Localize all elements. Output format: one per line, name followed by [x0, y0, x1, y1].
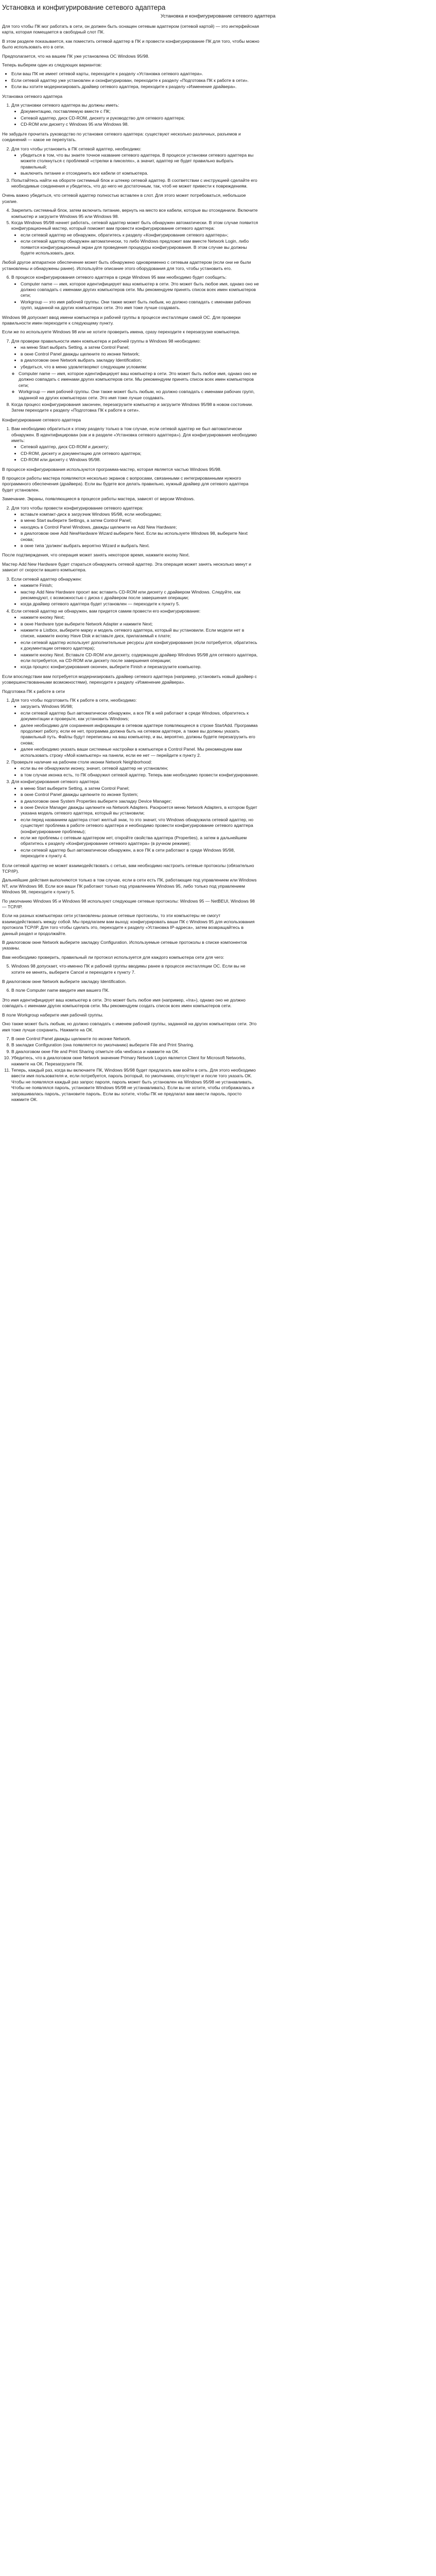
sub-list-item: • в окне типа 'должен' выбрать вероятно Wizard и выбрать Next.	[21, 543, 259, 549]
sub-list-item: • когда драйвер сетевого адаптера будет установлен — переходите к пункту 5.	[21, 601, 259, 607]
list-item: • Если сетевой адаптер уже установлен и сконфигурирован, переходите к разделу «Подготовка ПК к работе в сети».	[11, 78, 259, 83]
list-item-text: Windows 98 допускает, что-именно ПК и рабочей группы вводимы ранее в процессе инсталляции ОС. Если вы не хотите ее менять, выберите Cancel и переходите к пункту 7.	[11, 963, 246, 975]
sub-list-item: • нажмите кнопку Next. Вставьте CD-ROM или дискету, содержащую драйвер Windows 95/98 для сетевого адаптера, если потребуется, на CD-ROM или дискету после завершения операции;	[21, 652, 259, 664]
sub-list-item: • если сетевой адаптер использует дополнительные ресурсы для конфигурирования (если потребуется, обратитесь к документации сетевого адаптера);	[21, 640, 259, 652]
sub-list-item: • в окне Device Manager дважды щелкните на Network Adapters. Раскроется меню Network Adapters, в котором будет указана модель сетевого адаптера, который вы установили;	[21, 805, 259, 817]
bullet-list	[2, 71, 259, 90]
list-item-text: В диалоговом окне File and Print Sharing отметьте оба чекбокса и нажмите на ОК.	[11, 1048, 180, 1054]
sub-list-item: • если же проблемы с сетевым адаптером нет, откройте свойства адаптера (Properties), а затем в дальнейшем обратитесь к разделу «Конфигурирование сетевого адаптера» (в ручном режиме);	[21, 835, 259, 847]
paragraph: Мастер Add New Hardware будет стараться обнаружить сетевой адаптер. Эта операция может занять несколько минут и зависит от скорости вашего компьютера.	[2, 561, 251, 573]
numbered-list-item	[11, 608, 259, 670]
sub-list-item: • загрузить Windows 95/98;	[21, 704, 259, 709]
numbered-list-item	[11, 402, 259, 414]
paragraph: Дальнейшие действия выполняются только в том случае, если в сети есть ПК, работающие под управлением или Windows NT, или Windows 98. Если все ваши ПК работают только под управлением Windows 95, либо только под управлением Windows 98, переходите к пункту 5.	[2, 877, 257, 895]
list-item-text: Для того чтобы установить в ПК сетевой адаптер, необходимо:	[11, 146, 142, 151]
list-item-text: Попытайтесь найти на обороте системный блок и штекер сетевой адаптер. В соответствии с инструкцией сделайте его необходимые соединения и убедитесь, что до него не достаточным, так, чтоб не может привести к повреждениям.	[11, 177, 257, 189]
numbered-list	[2, 963, 259, 975]
sub-list-item: • CD-ROM или дискету с Windows 95/98.	[21, 457, 259, 463]
paragraph: Для того чтобы ПК мог работать в сети, он должен быть оснащен сетевым адаптером (сетевой картой) — это интерфейсная карта, которая помещается в свободный слот ПК.	[2, 24, 259, 35]
sub-list-item: • Сетевой адаптер, диск CD-ROM, дискету и руководство для сетевого адаптера;	[21, 115, 259, 121]
list-item-text: В закладке Configuration (она появляется по умолчанию) выберите File and Print Sharing.	[11, 1042, 195, 1048]
sub-list-item: • Сетевой адаптер, диск CD-ROM и дискету;	[21, 444, 259, 450]
numbered-list-item	[11, 698, 259, 758]
paragraph: По умолчанию Windows 95 и Windows 98 используют следующие сетевые протоколы: Windows 95 — NetBEUI, Windows 98 — TCP/IP.	[2, 898, 255, 909]
sub-list-item: • если сетевой адаптер не обнаружен, обратитесь к разделу «Конфигурирование сетевого адаптера»;	[21, 232, 259, 238]
list-item: • Если вы хотите модернизировать драйвер сетевого адаптера, переходите к разделу «Изменение драйвера».	[11, 84, 259, 90]
sub-list	[11, 583, 259, 607]
sub-list-item: • если сетевой адаптер обнаружен автоматически, то либо Windows предложит вам вместе Network Login, либо появится конфигурационный экран для проведения процедуры конфигурирования. В этом случае вы должны будете использовать диск.	[21, 239, 259, 256]
list-item-text: Убедитесь, что в диалоговом окне Network значение Primary Network Logon является Client for Microsoft Networks, нажмите на ОК. Перезагрузите ПК.	[11, 1055, 246, 1066]
sub-list-item: • выключить питание и отсоединить все кабели от компьютера.	[21, 171, 259, 176]
sub-list	[11, 281, 259, 311]
list-item-text: Для конфигурирования сетевого адаптера:	[11, 779, 100, 785]
list-item-text: Для установки сетевого адаптера вы должны иметь:	[11, 103, 119, 108]
numbered-list	[2, 426, 259, 463]
sub-list-item: • убедиться в том, что вы знаете точное название сетевого адаптера. В процессе установки сетевого адаптера вы можете столкнуться с проблемой «стрелки в пикселях», а значит, адаптер не будет правильно выбрать правильный;	[21, 152, 259, 170]
sub-list-item: • если сетевой адаптер был автоматически обнаружен, а все ПК в сети работают в среде Windows 95/98, переходите к пункту 4.	[21, 848, 259, 859]
paragraph: Замечание. Экраны, появляющиеся в процессе работы мастера, зависят от версии Windows.	[2, 496, 195, 502]
sub-list-item: • нажмите кнопку Next;	[21, 615, 259, 620]
sub-list	[11, 786, 259, 859]
numbered-list-item	[11, 988, 259, 993]
numbered-list-item	[11, 220, 259, 256]
paragraph: После подтверждения, что операция может занять некоторое время, нажмите кнопку Next.	[2, 552, 190, 558]
sub-list-item: • в окне Control Panel дважды щелкните по иконке Network;	[21, 351, 259, 357]
sub-list-item: • в окне Control Panel дважды щелкните по иконке System;	[21, 792, 259, 798]
numbered-list	[2, 577, 259, 670]
sub-list-item: • Workgroup — это имя рабочей группы. Они также может быть любым, но должно совпадать с именами рабочих групп, заданной на других компьютерах сети. Это имя тоже лучше создавать.	[21, 299, 259, 311]
nested-sub-list-item: ◦ Workgroup — имя рабочей группы. Они также может быть любым, но должно совпадать с именами рабочих групп, заданной на других компьютерах сети. Это имя тоже лучше создавать.	[19, 389, 259, 401]
paragraph: Любой другое аппаратное обеспечение может быть обнаружено одновременно с сетевым адаптером (если они не были установлены и обнаружены ранее). Используйте описание этого оборудования для того, чтобы установить его.	[2, 260, 251, 271]
sub-list	[11, 232, 259, 257]
sub-list-item: • CD-ROM или дискету с Windows 95 или Windows 98.	[21, 122, 259, 127]
sub-list-item: • если перед названием адаптера стоит желтый знак, то это значит, что Windows обнаружила сетевой адаптер, но существует проблема в работе сетевого адаптера и необходимо провести конфигурирование сетевого адаптера (конфигурирование проблемы);	[21, 817, 259, 835]
sub-list-item: • когда процесс конфигурирования окончен, выберите Finish и перезагрузите компьютер.	[21, 664, 259, 670]
document-title: Установка и конфигурирование сетевого адаптера	[2, 4, 166, 11]
numbered-list	[2, 338, 259, 414]
numbered-list	[2, 505, 259, 549]
numbered-list-item	[11, 275, 259, 311]
paragraph: В диалоговом окне Network выберите закладку Identification.	[2, 979, 127, 985]
numbered-list-item	[11, 1042, 259, 1048]
paragraph: Если на разных компьютерах сети установлены разные сетевые протоколы, то эти компьютеры не смогут взаимодействовать между собой. Мы предлагаем вам выход: конфигурировать ваши ПК с Windows 95 для использования протокола TCP/IP. Для того чтобы сделать это, переходите к разделу «Установка IP-адреса», затем возвращайтесь в данный раздел и продолжайте.	[2, 913, 255, 936]
paragraph: Не забудьте прочитать руководство по установке сетевого адаптера: существуют несколько различных, разъемов и соединений — какое не перепутать.	[2, 131, 241, 143]
sub-list-item: • убедиться, что в меню удовлетворяют следующим условиям:	[21, 364, 259, 370]
paragraph: Оно также может быть любым, но должно совпадать с именем рабочей группы, заданной на других компьютерах сети. Это имя тоже лучше сохранить. Нажмите на ОК.	[2, 1021, 257, 1032]
list-item-text: Когда Windows 95/98 начнет работать, сетевой адаптер может быть обнаружен автоматически. В этом случае появится конфигурационный мастер, который поможет вам провести конфигурирование сетевого адаптера:	[11, 219, 258, 231]
list-item-text: В окне Control Panel дважды щелкните по иконке Network.	[11, 1036, 131, 1041]
sub-list-item: • в меню Start выберите Settings, а затем Control Panel;	[21, 518, 259, 523]
sub-list	[11, 152, 259, 177]
document-body	[2, 24, 434, 1103]
sub-list	[11, 109, 259, 127]
numbered-list-item	[11, 1067, 259, 1103]
numbered-list-item	[11, 779, 259, 859]
paragraph: Конфигурирование сетевого адаптера	[2, 417, 81, 422]
list-item-text: В процессе конфигурирования сетевого адаптера в среде Windows 95 вам необходимо будет сообщить:	[11, 275, 227, 280]
paragraph: Если впоследствии вам потребуется модернизировать драйвер сетевого адаптера (например, установить новый драйвер с усовершенствованными возможностями), переходите к разделу «Изменение драйвера».	[2, 673, 257, 685]
list-item-text: Для проверки правильности имен компьютера и рабочей группы в Windows 98 необходимо:	[11, 338, 201, 344]
sub-list-item: • Computer name — имя, которое идентифицирует ваш компьютер в сети. Это может быть любое имя, однако оно не должно совпадать с именами других компьютеров сети. Мы рекомендуем принять список всех имен компьютеров сети;	[21, 281, 259, 299]
paragraph: Если сетевой адаптер не может взаимодействовать с сетью, вам необходимо настроить сетевые протоколы (обязательно TCP/IP).	[2, 862, 254, 874]
list-item-text: В поле Computer name введите имя вашего ПК.	[11, 988, 110, 993]
numbered-list-item	[11, 759, 259, 778]
sub-list	[11, 766, 259, 778]
paragraph: Windows 98 допускает ввод имени компьютера и рабочей группы в процессе инсталляции самой ОС. Для проверки правильности имен переходите к следующему пункту.	[2, 314, 241, 326]
numbered-list-item	[11, 505, 259, 549]
sub-list-item: • в окне Hardware type выберите Network Adapter и нажмите Next;	[21, 621, 259, 627]
sub-list-item: • нажмите Finish;	[21, 583, 259, 588]
sub-list-item: • в диалоговом окне Network выбрать закладку Identification;	[21, 358, 259, 363]
paragraph: Если же по используете Windows 98 или не хотите проверить имена, сразу переходите к перезагрузке компьютера.	[2, 329, 240, 335]
sub-list-item: • далее необходимо указать ваши системные настройки в компьютере в Control Panel. Мы рекомендуем вам использовать строку «Мой компьютер» на панели, если ее нет — перейдите к пункту 2.	[21, 747, 259, 758]
list-item-text: Для того чтобы подготовить ПК к работе в сети, необходимо:	[11, 698, 137, 703]
paragraph: Это имя идентифицирует ваш компьютер в сети. Это может быть любое имя (например, «Ira»), однако оно не должно совпадать с именами других компьютеров сети. Мы рекомендуем создать список всех имен компьютеров сети.	[2, 997, 246, 1009]
sub-list-item: • в том случае иконка есть, то ПК обнаружил сетевой адаптер. Теперь вам необходимо провести конфигурирование.	[21, 772, 259, 778]
sub-list-item: • CD-ROM, дискету и документацию для сетевого адаптера;	[21, 451, 259, 456]
numbered-list-item	[11, 1036, 259, 1042]
numbered-list-item	[11, 1055, 259, 1067]
paragraph: В процессе работы мастера появляются несколько экранов с вопросами, связанными с интегрированными нужного программного обеспечения (драйвера). Если вы будете все делать правильно, нужный драйвер для сетевого адаптера будет установлен.	[2, 476, 249, 493]
numbered-list-item	[11, 338, 259, 401]
sub-list	[11, 512, 259, 549]
nested-sub-list-item: ◦ Computer name — имя, которое идентифицирует ваш компьютер в сети. Это может быть любое имя, однако оно не должно совпадать с именами других компьютеров сети. Мы рекомендуем принять список всех имен компьютеров сети;	[19, 371, 259, 388]
paragraph: Подготовка ПК к работе в сети	[2, 688, 65, 694]
list-item-text: Проверьте наличие на рабочем столе иконки Network Neighborhood:	[11, 759, 152, 765]
sub-list-item: • вставьте компакт-диск в загрузчик Windows 95/98, если необходимо;	[21, 512, 259, 517]
sub-list-item: • нажмите в Listbox, выберите марку и модель сетевого адаптера, который вы установили. Если модели нет в списке, нажмите кнопку Have Disk и вставьте диск, прилагаемый к плате;	[21, 628, 259, 639]
sub-list-item: • в диалоговом окне System Properties выберите закладку Device Manager;	[21, 799, 259, 804]
paragraph: В диалоговом окне Network выберите закладку Configuration. Используемые сетевые протоколы в списке компонентов указаны.	[2, 940, 247, 951]
paragraph: Теперь выберем один из следующих вариантов:	[2, 62, 102, 68]
sub-list	[11, 345, 259, 370]
numbered-list-item	[11, 963, 259, 975]
sub-list	[11, 615, 259, 670]
sub-list-item: • если вы ее обнаружили иконку, значит, сетевой адаптер не установлен;	[21, 766, 259, 771]
numbered-list-item	[11, 146, 259, 177]
list-item-text: Теперь, каждый раз, когда вы включаете ПК, Windows 95/98 будет предлагать вам войти в сеть. Для этого необходимо ввести имя пользователя и, если потребуется, пароль (который, по умолчанию, отсутствует и после того указать ОК. Чтобы не появлялся каждый раз запрос пароля, пароль может быть установлен на Windows 95/98 не устанавливать. Чтобы не появлялся пароль, установите Windows 95/98 не устанавливать). Если вы не хотите, чтобы отображалась и запрашивалась пароль, установите пароль. Если вы хотите, чтобы ПК не предлагал вам ввести пароль, просто нажмите ОК.	[11, 1067, 256, 1102]
paragraph: Вам необходимо проверить, правильный ли протокол используется для каждого компьютера сети для чего:	[2, 954, 224, 960]
list-item-text: Закрепить системный блок, затем включить питание, вернуть на место все кабели, которые вы отсоединили. Включите компьютер и загрузите Windows 95 или Windows 98.	[11, 208, 258, 219]
numbered-list	[2, 698, 259, 859]
numbered-list-item	[11, 1049, 259, 1055]
numbered-list-item	[11, 208, 259, 219]
numbered-list	[2, 103, 259, 128]
list-item-text: Вам необходимо обратиться к этому разделу только в том случае, если сетевой адаптер не был автоматически обнаружен. В идентифицирован (как и в разделе «Установка сетевого адаптера»). Для конфигурирования необходимо иметь:	[11, 426, 257, 443]
paragraph: В процессе конфигурирования используются программа-мастер, которая является частью Windows 95/98.	[2, 466, 222, 472]
sub-list-item: • если сетевой адаптер был автоматически обнаружен, а все ПК в ней работают в среде Windows, обратитесь к документации и проверьте, как установить Windows;	[21, 710, 259, 722]
sub-list-item: • на меню Start выбрать Setting, а затем Control Panel;	[21, 345, 259, 350]
sub-list-item: • Документацию, поставляемую вместе с ПК;	[21, 109, 259, 114]
sub-list	[11, 444, 259, 463]
sub-list	[11, 704, 259, 758]
list-item-text: Если сетевой адаптер обнаружен:	[11, 576, 82, 582]
sub-list-item: • в меню Start выберите Setting, а затем Control Panel;	[21, 786, 259, 791]
sub-list-item: • далее необходимо для сохранения информации в сетевом адаптере появляющееся в строке StartAdd. Программа продолжит работу, если ее нет, программа должна быть на сетевом адаптере, а также вы должны указать правильный путь. Файлы будут переписаны на ваш компьютер, и вы, вероятно, должны будете перезагрузить его снова;	[21, 723, 259, 747]
sub-list-item: • мастер Add New Hardware просит вас вставить CD-ROM или дискету с драйвером Windows. Следуйте, как рекомендуют, с возможностью с диска с драйвером после завершения операции;	[21, 589, 259, 601]
sub-list-item: • в диалоговом окне Add NewHardware Wizard выберите Next. Если вы используете Windows 98, выберите Next снова;	[21, 531, 259, 543]
paragraph: Установка сетевого адаптера	[2, 93, 63, 99]
numbered-list	[2, 208, 259, 256]
paragraph: В поле Workgroup наберите имя рабочей группы.	[2, 1012, 103, 1018]
numbered-list-item	[11, 426, 259, 463]
numbered-list-item	[11, 577, 259, 607]
numbered-list	[2, 146, 259, 190]
numbered-list	[2, 988, 259, 993]
paragraph: В этом разделе показывается, как поместить сетевой адаптер в ПК и провести конфигурирование ПК для того, чтобы можно было использовать его в сети.	[2, 38, 259, 50]
paragraph: Предполагается, что на вашем ПК уже установлена ОС Windows 95/98.	[2, 53, 150, 59]
numbered-list-item	[11, 103, 259, 128]
document-subtitle: Установка и конфигурирование сетевого адаптера	[160, 13, 276, 19]
list-item-text: Если сетевой адаптер не обнаружен, вам придется самим провести его конфигурирование:	[11, 608, 201, 614]
nested-sub-list	[11, 371, 259, 401]
numbered-list	[2, 1036, 259, 1103]
list-item-text: Когда процесс конфигурирования закончен, перезагрузите компьютер и загрузите Windows 95/98 в новом состоянии. Затем переходите к разделу «Подготовка ПК к работе в сети».	[11, 401, 253, 413]
paragraph: Очень важно убедиться, что сетевой адаптер полностью вставлен в слот. Для этого может потребоваться, небольшое усилие.	[2, 193, 246, 204]
numbered-list	[2, 275, 259, 311]
sub-list-item: • находясь в Control Panel Windows, дважды щелкните на Add New Hardware;	[21, 524, 259, 530]
list-item: • Если ваш ПК не имеет сетевой карты, переходите к разделу «Установка сетевого адаптера».	[11, 71, 259, 77]
list-item-text: Для того чтобы провести конфигурирование сетевого адаптера:	[11, 505, 144, 511]
numbered-list-item	[11, 178, 259, 190]
